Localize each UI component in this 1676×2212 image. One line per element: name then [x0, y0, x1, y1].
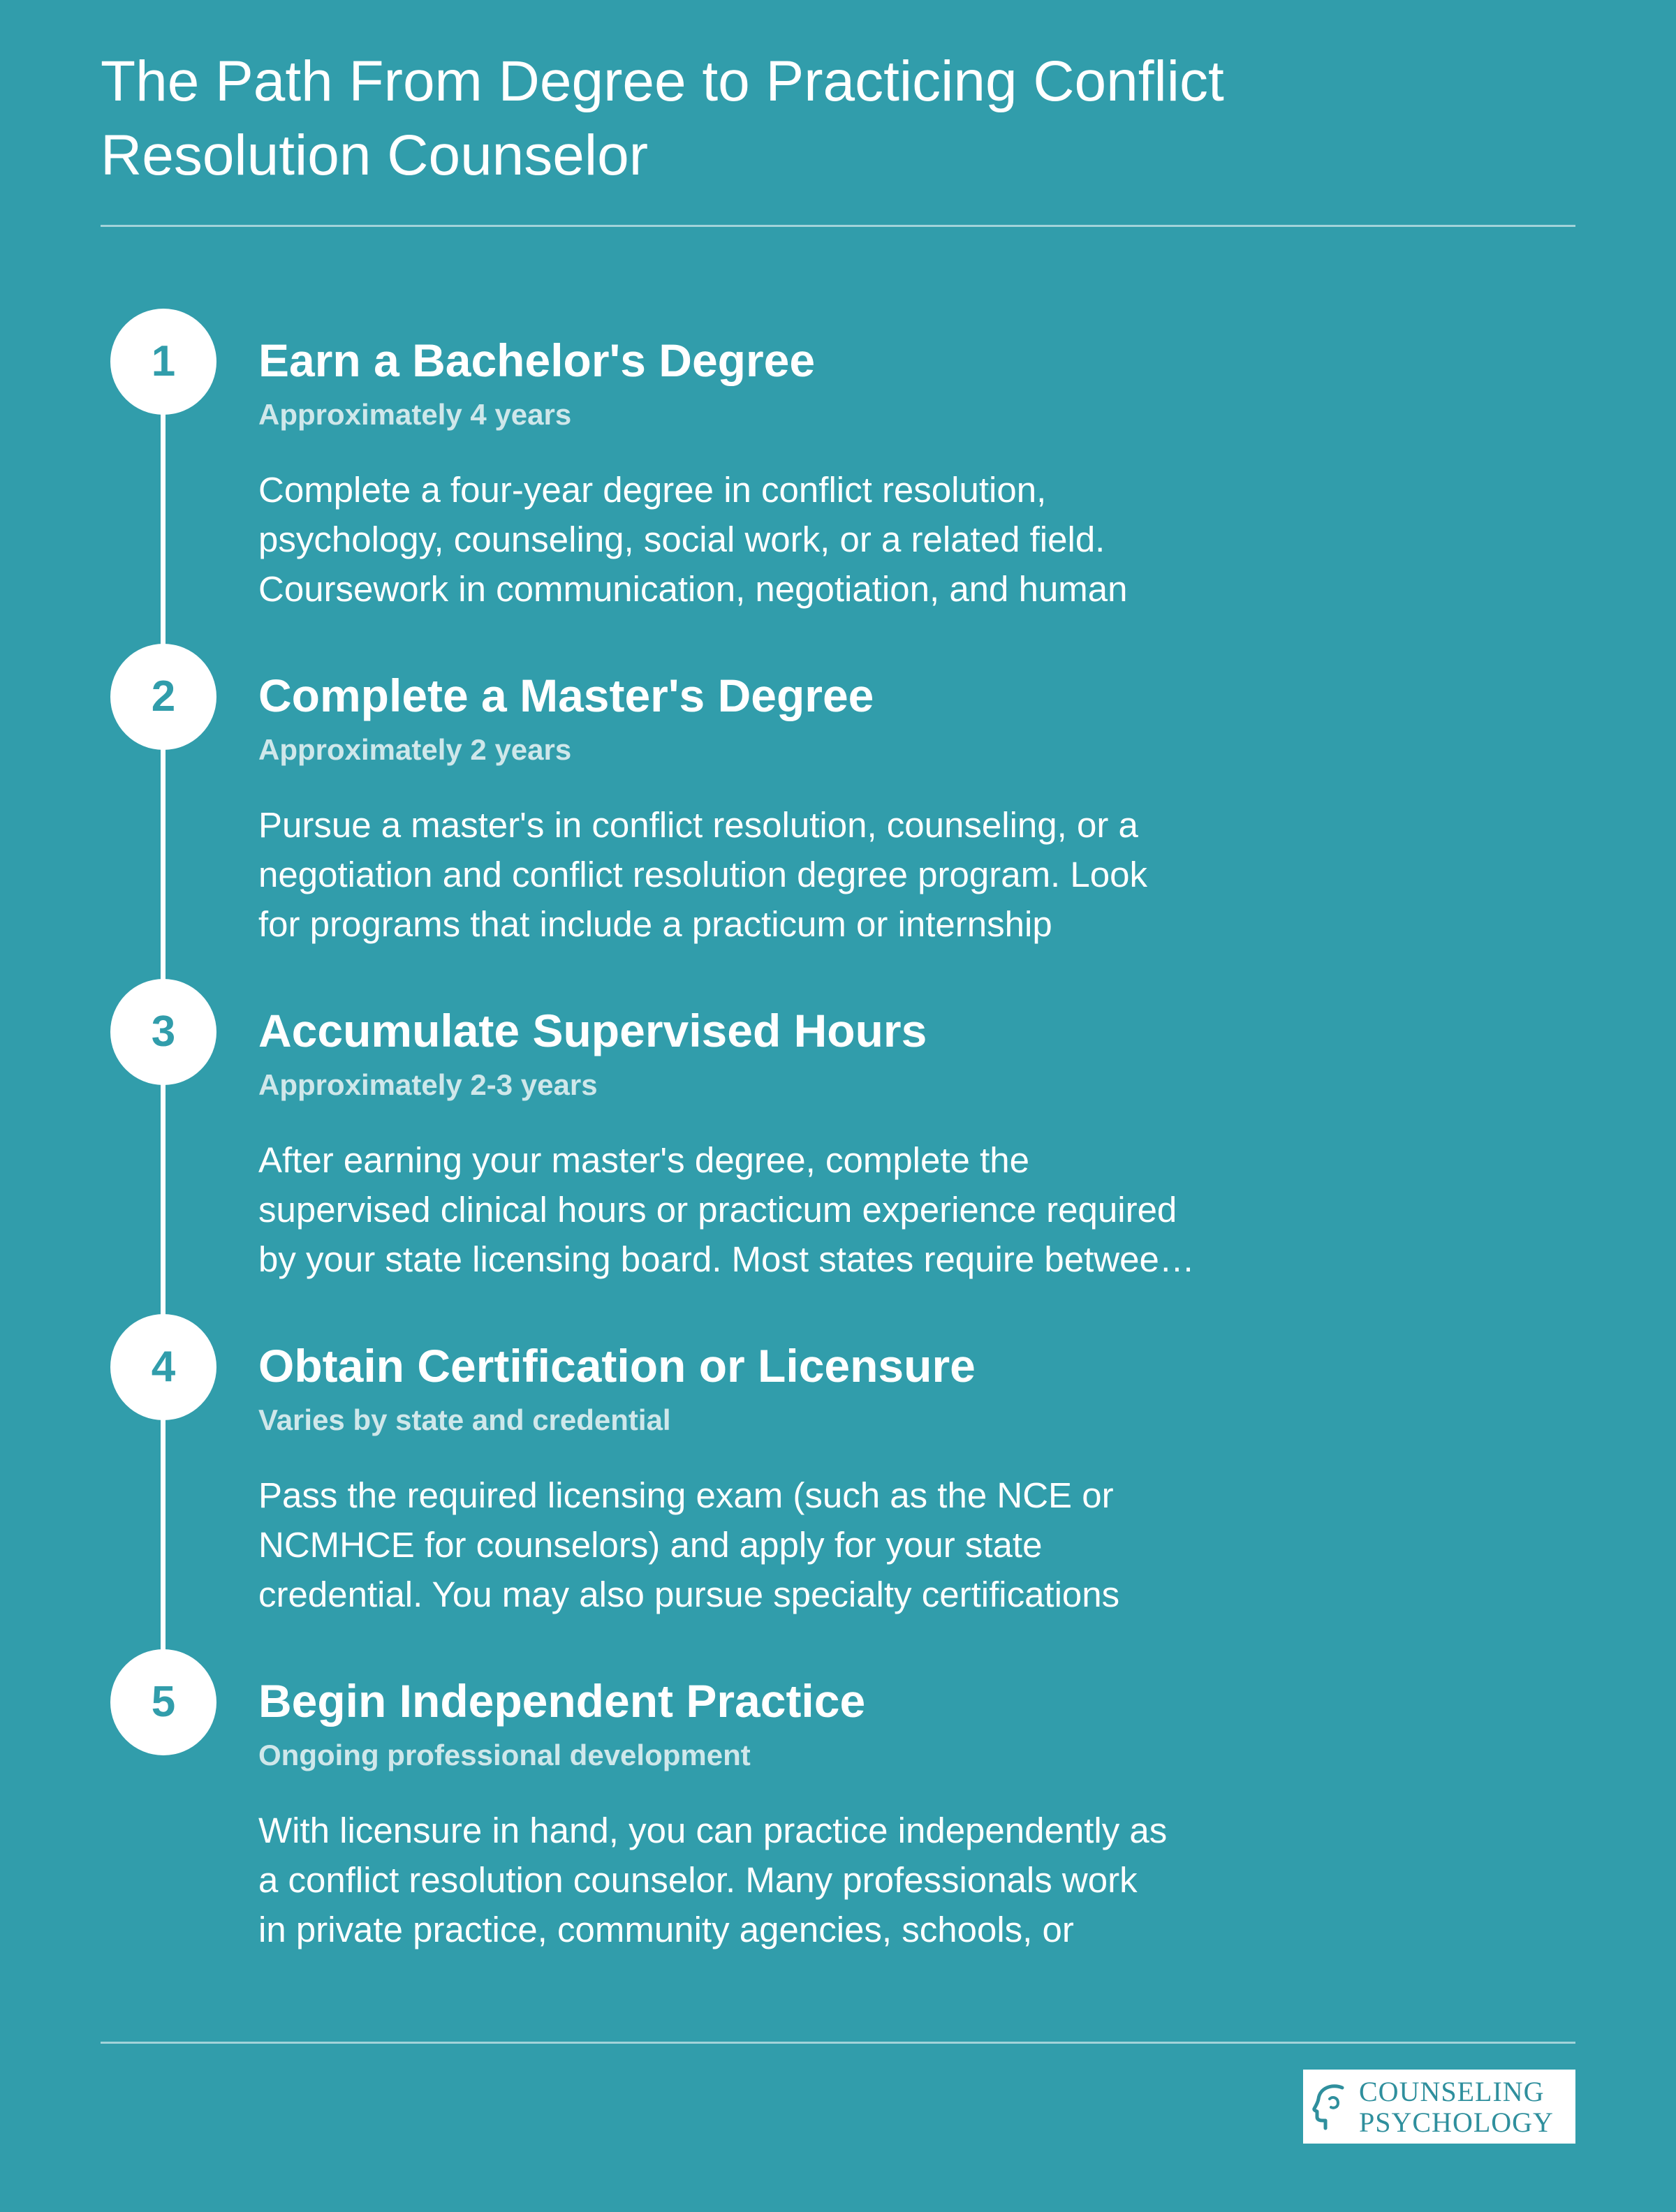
counseling-psychology-logo: [1303, 2070, 1575, 2144]
step-description: [258, 1470, 1320, 1619]
step-3: [0, 979, 1676, 1300]
logo-text-line-1: COUNSELING: [1359, 2076, 1545, 2107]
description-line: a conflict resolution counselor. Many professionals work: [258, 1860, 1138, 1900]
step-5: [0, 1649, 1676, 1970]
description-line: Coursework in communication, negotiation, and human: [258, 569, 1128, 609]
step-title: Obtain Certification or Licensure: [258, 1340, 976, 1392]
description-line: psychology, counseling, social work, or a related field.: [258, 519, 1105, 559]
step-number-badge: 3: [110, 979, 216, 1085]
description-line: Complete a four-year degree in conflict resolution,: [258, 470, 1047, 510]
description-line: Pursue a master's in conflict resolution, counseling, or a: [258, 805, 1138, 845]
description-line: With licensure in hand, you can practice independently as: [258, 1811, 1168, 1850]
step-4: [0, 1314, 1676, 1635]
step-duration: Varies by state and credential: [258, 1403, 671, 1436]
step-duration: Approximately 2 years: [258, 733, 572, 766]
step-duration: Approximately 2-3 years: [258, 1068, 598, 1101]
step-description: [258, 465, 1320, 614]
description-line: by your state licensing board. Most states require betwee…: [258, 1239, 1195, 1279]
head-profile-icon: [1311, 2082, 1353, 2131]
title-line-2: Resolution Counselor: [101, 124, 649, 187]
step-title: Accumulate Supervised Hours: [258, 1005, 927, 1056]
step-title: Complete a Master's Degree: [258, 670, 874, 721]
description-line: in private practice, community agencies, schools, or: [258, 1910, 1074, 1949]
top-divider: [101, 225, 1575, 227]
step-duration: Ongoing professional development: [258, 1739, 751, 1771]
step-number-badge: 2: [110, 644, 216, 750]
step-description: [258, 1806, 1320, 1954]
description-line: Pass the required licensing exam (such as the NCE or: [258, 1475, 1114, 1515]
step-number-badge: 5: [110, 1649, 216, 1755]
step-duration: Approximately 4 years: [258, 398, 572, 431]
step-1: [0, 309, 1676, 630]
step-title: Earn a Bachelor's Degree: [258, 334, 816, 386]
description-line: supervised clinical hours or practicum experience required: [258, 1190, 1177, 1230]
description-line: NCMHCE for counselors) and apply for your state: [258, 1525, 1043, 1565]
step-number-badge: 4: [110, 1314, 216, 1420]
step-number-badge: 1: [110, 309, 216, 415]
step-description: [258, 1135, 1320, 1284]
logo-text-line-2: PSYCHOLOGY: [1359, 2107, 1554, 2138]
description-line: for programs that include a practicum or internship: [258, 904, 1052, 944]
step-description: [258, 800, 1320, 949]
description-line: negotiation and conflict resolution degree program. Look: [258, 855, 1147, 894]
bottom-divider: [101, 2042, 1575, 2044]
step-2: [0, 644, 1676, 965]
page-title: [101, 45, 1497, 193]
description-line: After earning your master's degree, complete the: [258, 1140, 1029, 1180]
step-title: Begin Independent Practice: [258, 1675, 866, 1727]
title-line-1: The Path From Degree to Practicing Conflict: [101, 50, 1224, 113]
description-line: credential. You may also pursue specialty certifications: [258, 1575, 1120, 1614]
